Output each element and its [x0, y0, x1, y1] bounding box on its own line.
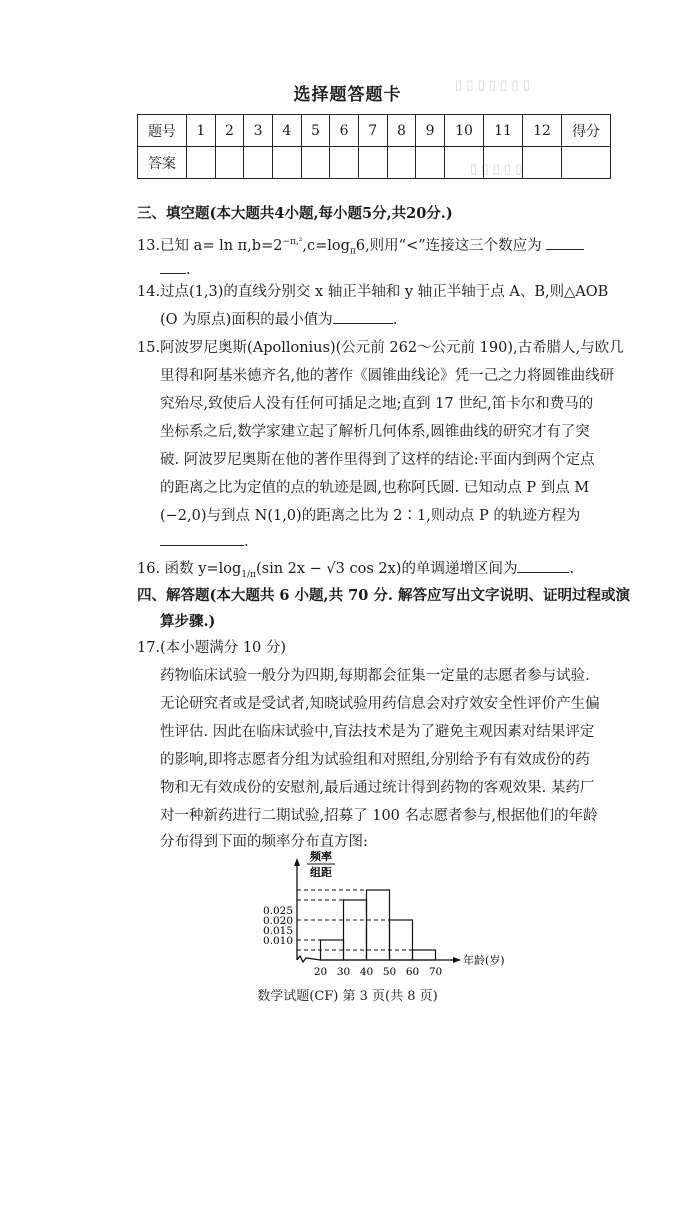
question-15-line: (−2,0)与到点 N(1,0)的距离之比为 2∶1,则动点 P 的轨迹方程为 — [160, 508, 581, 524]
section3-heading: 三、填空题(本大题共4小题,每小题5分,共20分.) — [137, 205, 453, 222]
question-number: 5 — [301, 115, 330, 147]
answer-cell[interactable] — [272, 147, 301, 179]
x-tick-label: 70 — [428, 966, 443, 976]
answer-card-table — [137, 114, 611, 179]
question-number-row — [138, 115, 611, 147]
answer-cell[interactable] — [215, 147, 244, 179]
question-15-line: 里得和阿基米德齐名,他的著作《圆锥曲线论》凭一己之力将圆锥曲线研 — [160, 368, 615, 384]
question-17-line: 药物临床试验一般分为四期,每期都会征集一定量的志愿者参与试验. — [160, 668, 590, 684]
answer-blank[interactable] — [546, 235, 584, 250]
y-axis-arrow — [294, 858, 300, 866]
answer-cell[interactable] — [387, 147, 416, 179]
answer-cell[interactable] — [416, 147, 445, 179]
question-17-line: 分布得到下面的频率分布直方图: — [160, 834, 368, 850]
section4-heading-cont: 算步骤.) — [160, 613, 216, 630]
question-17-line: 对一种新药进行二期试验,招募了 100 名志愿者参与,根据他们的年龄 — [160, 808, 598, 824]
x-tick-label: 20 — [313, 966, 328, 976]
question-15-line: 15.阿波罗尼奥斯(Apollonius)(公元前 262～公元前 190),古希腊人,与欧几 — [137, 340, 624, 356]
question-15-line: 破. 阿波罗尼奥斯在他的著作里得到了这样的结论:平面内到两个定点 — [160, 452, 595, 468]
score-cell[interactable] — [562, 147, 611, 179]
x-tick-label: 40 — [359, 966, 374, 976]
question-number: 12 — [523, 115, 562, 147]
x-tick-label: 60 — [405, 966, 420, 976]
answer-blank[interactable] — [160, 259, 186, 274]
question-17-line: 物和无有效成份的安慰剂,最后通过统计得到药物的客观效果. 某药厂 — [160, 780, 595, 796]
answer-cell[interactable] — [301, 147, 330, 179]
question-number: 2 — [215, 115, 244, 147]
histogram-bar — [390, 920, 413, 960]
question-17-line: 的影响,即将志愿者分组为试验组和对照组,分别给予有有效成份的药 — [160, 752, 590, 768]
answer-cell[interactable] — [244, 147, 273, 179]
bleed-through: ▯ ▯ ▯ ▯ ▯ — [470, 162, 523, 177]
question-number: 6 — [330, 115, 359, 147]
question-15-line: 坐标系之后,数学家建立起了解析几何体系,圆锥曲线的研究才有了突 — [160, 424, 590, 440]
x-axis-label: 年龄(岁) — [463, 954, 505, 967]
answer-cell[interactable] — [445, 147, 484, 179]
score-label: 得分 — [562, 115, 611, 147]
question-number: 1 — [187, 115, 216, 147]
answer-cell[interactable] — [358, 147, 387, 179]
question-17-heading: 17.(本小题满分 10 分) — [137, 640, 287, 656]
page-footer: 数学试题(CF) 第 3 页(共 8 页) — [257, 989, 438, 1004]
answer-row — [138, 147, 611, 179]
question-number: 7 — [358, 115, 387, 147]
x-tick-label: 30 — [336, 966, 351, 976]
answer-blank[interactable] — [160, 531, 244, 546]
row-label: 题号 — [138, 115, 187, 147]
question-13: 13.已知 $a= \ln \pi,b=2^{-\pi,^2},c=\log_\pi 6$,则用“<”连接这三个数应为 — [137, 228, 617, 266]
answer-cell[interactable] — [187, 147, 216, 179]
question-number: 3 — [244, 115, 273, 147]
histogram-bar — [413, 950, 436, 960]
y-tick-label: 0.025 — [262, 905, 293, 917]
question-14-cont: (O 为原点)面积的最小值为 . — [160, 306, 615, 334]
y-axis-label-denominator: 组距 — [310, 866, 332, 879]
question-number: 4 — [272, 115, 301, 147]
question-15-line: 究殆尽,致使后人没有任何可插足之地;直到 17 世纪,笛卡尔和费马的 — [160, 396, 594, 412]
histogram-layer — [263, 849, 505, 976]
question-number: 11 — [484, 115, 523, 147]
x-tick-label: 50 — [382, 966, 397, 976]
y-axis-label-numerator: 频率 — [310, 850, 332, 863]
answer-blank[interactable] — [517, 558, 569, 573]
y-tick-label: 0.015 — [262, 925, 293, 937]
answer-cell[interactable] — [523, 147, 562, 179]
y-tick-label: 0.020 — [262, 915, 293, 927]
answer-cell[interactable] — [484, 147, 523, 179]
answer-cell[interactable] — [330, 147, 359, 179]
section4-heading: 四、解答题(本大题共 6 小题,共 70 分. 解答应写出文字说明、证明过程或演 — [137, 587, 630, 604]
histogram-bar — [344, 900, 367, 960]
x-axis-arrow — [453, 957, 461, 963]
bleed-through: ▯ ▯ ▯ ▯ ▯ ▯ ▯ — [455, 78, 530, 93]
question-17-line: 无论研究者或是受试者,知晓试验用药信息会对疗效安全性评价产生偏 — [160, 696, 600, 712]
question-number: 9 — [416, 115, 445, 147]
y-tick-label: 0.010 — [262, 935, 293, 947]
answer-blank[interactable] — [333, 309, 393, 324]
row-label: 答案 — [138, 147, 187, 179]
question-14: 14.过点(1,3)的直线分别交 x 轴正半轴和 y 轴正半轴于点 A、B,则△AOB — [137, 284, 609, 300]
frequency-histogram — [255, 848, 505, 976]
question-13-cont: . — [160, 256, 615, 284]
question-15-line: 的距离之比为定值的点的轨迹是圆,也称阿氏圆. 已知动点 P 到点 M — [160, 480, 590, 496]
answer-card-title: 选择题答题卡 — [293, 85, 402, 105]
question-17-line: 性评估. 因此在临床试验中,盲法技术是为了避免主观因素对结果评定 — [160, 724, 595, 740]
question-16: 16. 函数 $y=\log_{1/\pi}(\sin$ 2x − √3 cos 2x)的单调递增区间为 . — [137, 555, 617, 589]
question-number: 8 — [387, 115, 416, 147]
question-15-cont: . — [160, 528, 615, 556]
question-number: 10 — [445, 115, 484, 147]
